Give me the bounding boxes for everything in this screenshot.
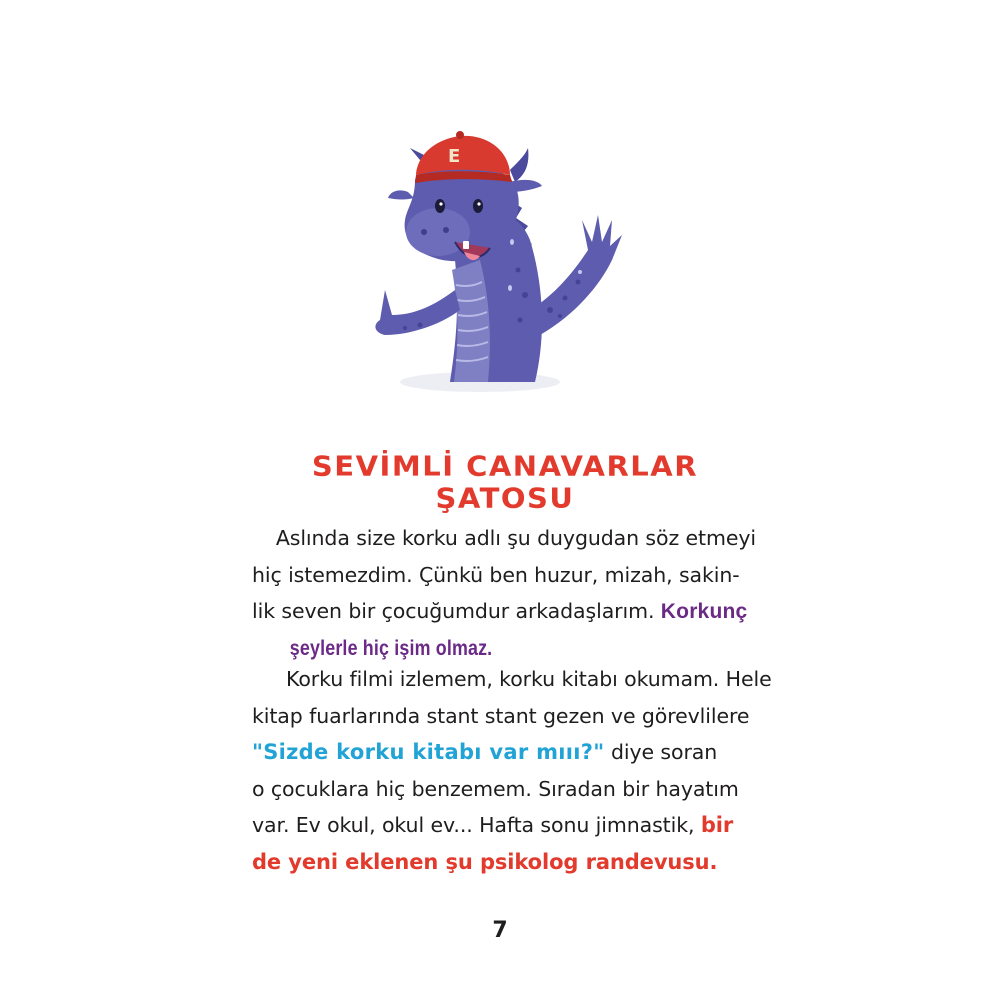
paragraph-2-line-2: kitap fuarlarında stant stant gezen ve görevlilere: [252, 703, 750, 728]
cap-letter: E: [448, 146, 461, 167]
dragon-icon: [360, 120, 640, 400]
page-number: 7: [492, 918, 508, 943]
dragon-illustration: [360, 120, 640, 400]
paragraph-1-line-2: hiç istemezdim. Çünkü ben huzur, mizah, sakin-: [252, 562, 740, 587]
paragraph-2-line-3: [252, 734, 756, 771]
text-line: diye soran: [610, 740, 718, 764]
paragraph-1-line-3: [252, 593, 756, 631]
paragraph-1: [252, 520, 756, 667]
chapter-title-line1: SEVİMLİ CANAVARLAR: [311, 449, 699, 482]
highlight-text-purple-continued: şeylerle hiç işim olmaz.: [289, 636, 493, 660]
text-line: Korku filmi izlemem, korku kitabı okumam. Hele: [286, 667, 772, 691]
highlight-text-purple: Korkunç: [660, 600, 748, 623]
text-line: Aslında size korku adlı şu duygudan söz etmeyi: [275, 526, 756, 550]
highlight-text-red: bir: [700, 813, 734, 837]
text-line: var. Ev okul, okul ev... Hafta sonu jimnastik,: [252, 813, 695, 837]
chapter-title: [250, 450, 760, 515]
paragraph-2: [252, 661, 772, 880]
text-line: lik seven bir çocuğumdur arkadaşlarım.: [252, 599, 661, 623]
paragraph-2-line-4: o çocuklara hiç benzemem. Sıradan bir hayatım: [252, 776, 739, 801]
paragraph-1-line-1: [252, 520, 756, 557]
paragraph-2-line-5: [252, 807, 756, 844]
paragraph-2-line-1: [252, 661, 772, 698]
chapter-title-line2: ŞATOSU: [435, 482, 575, 515]
quote-text-blue: "Sizde korku kitabı var mııı?": [252, 740, 605, 764]
highlight-text-red-continued: de yeni eklenen şu psikolog randevusu.: [252, 849, 718, 874]
